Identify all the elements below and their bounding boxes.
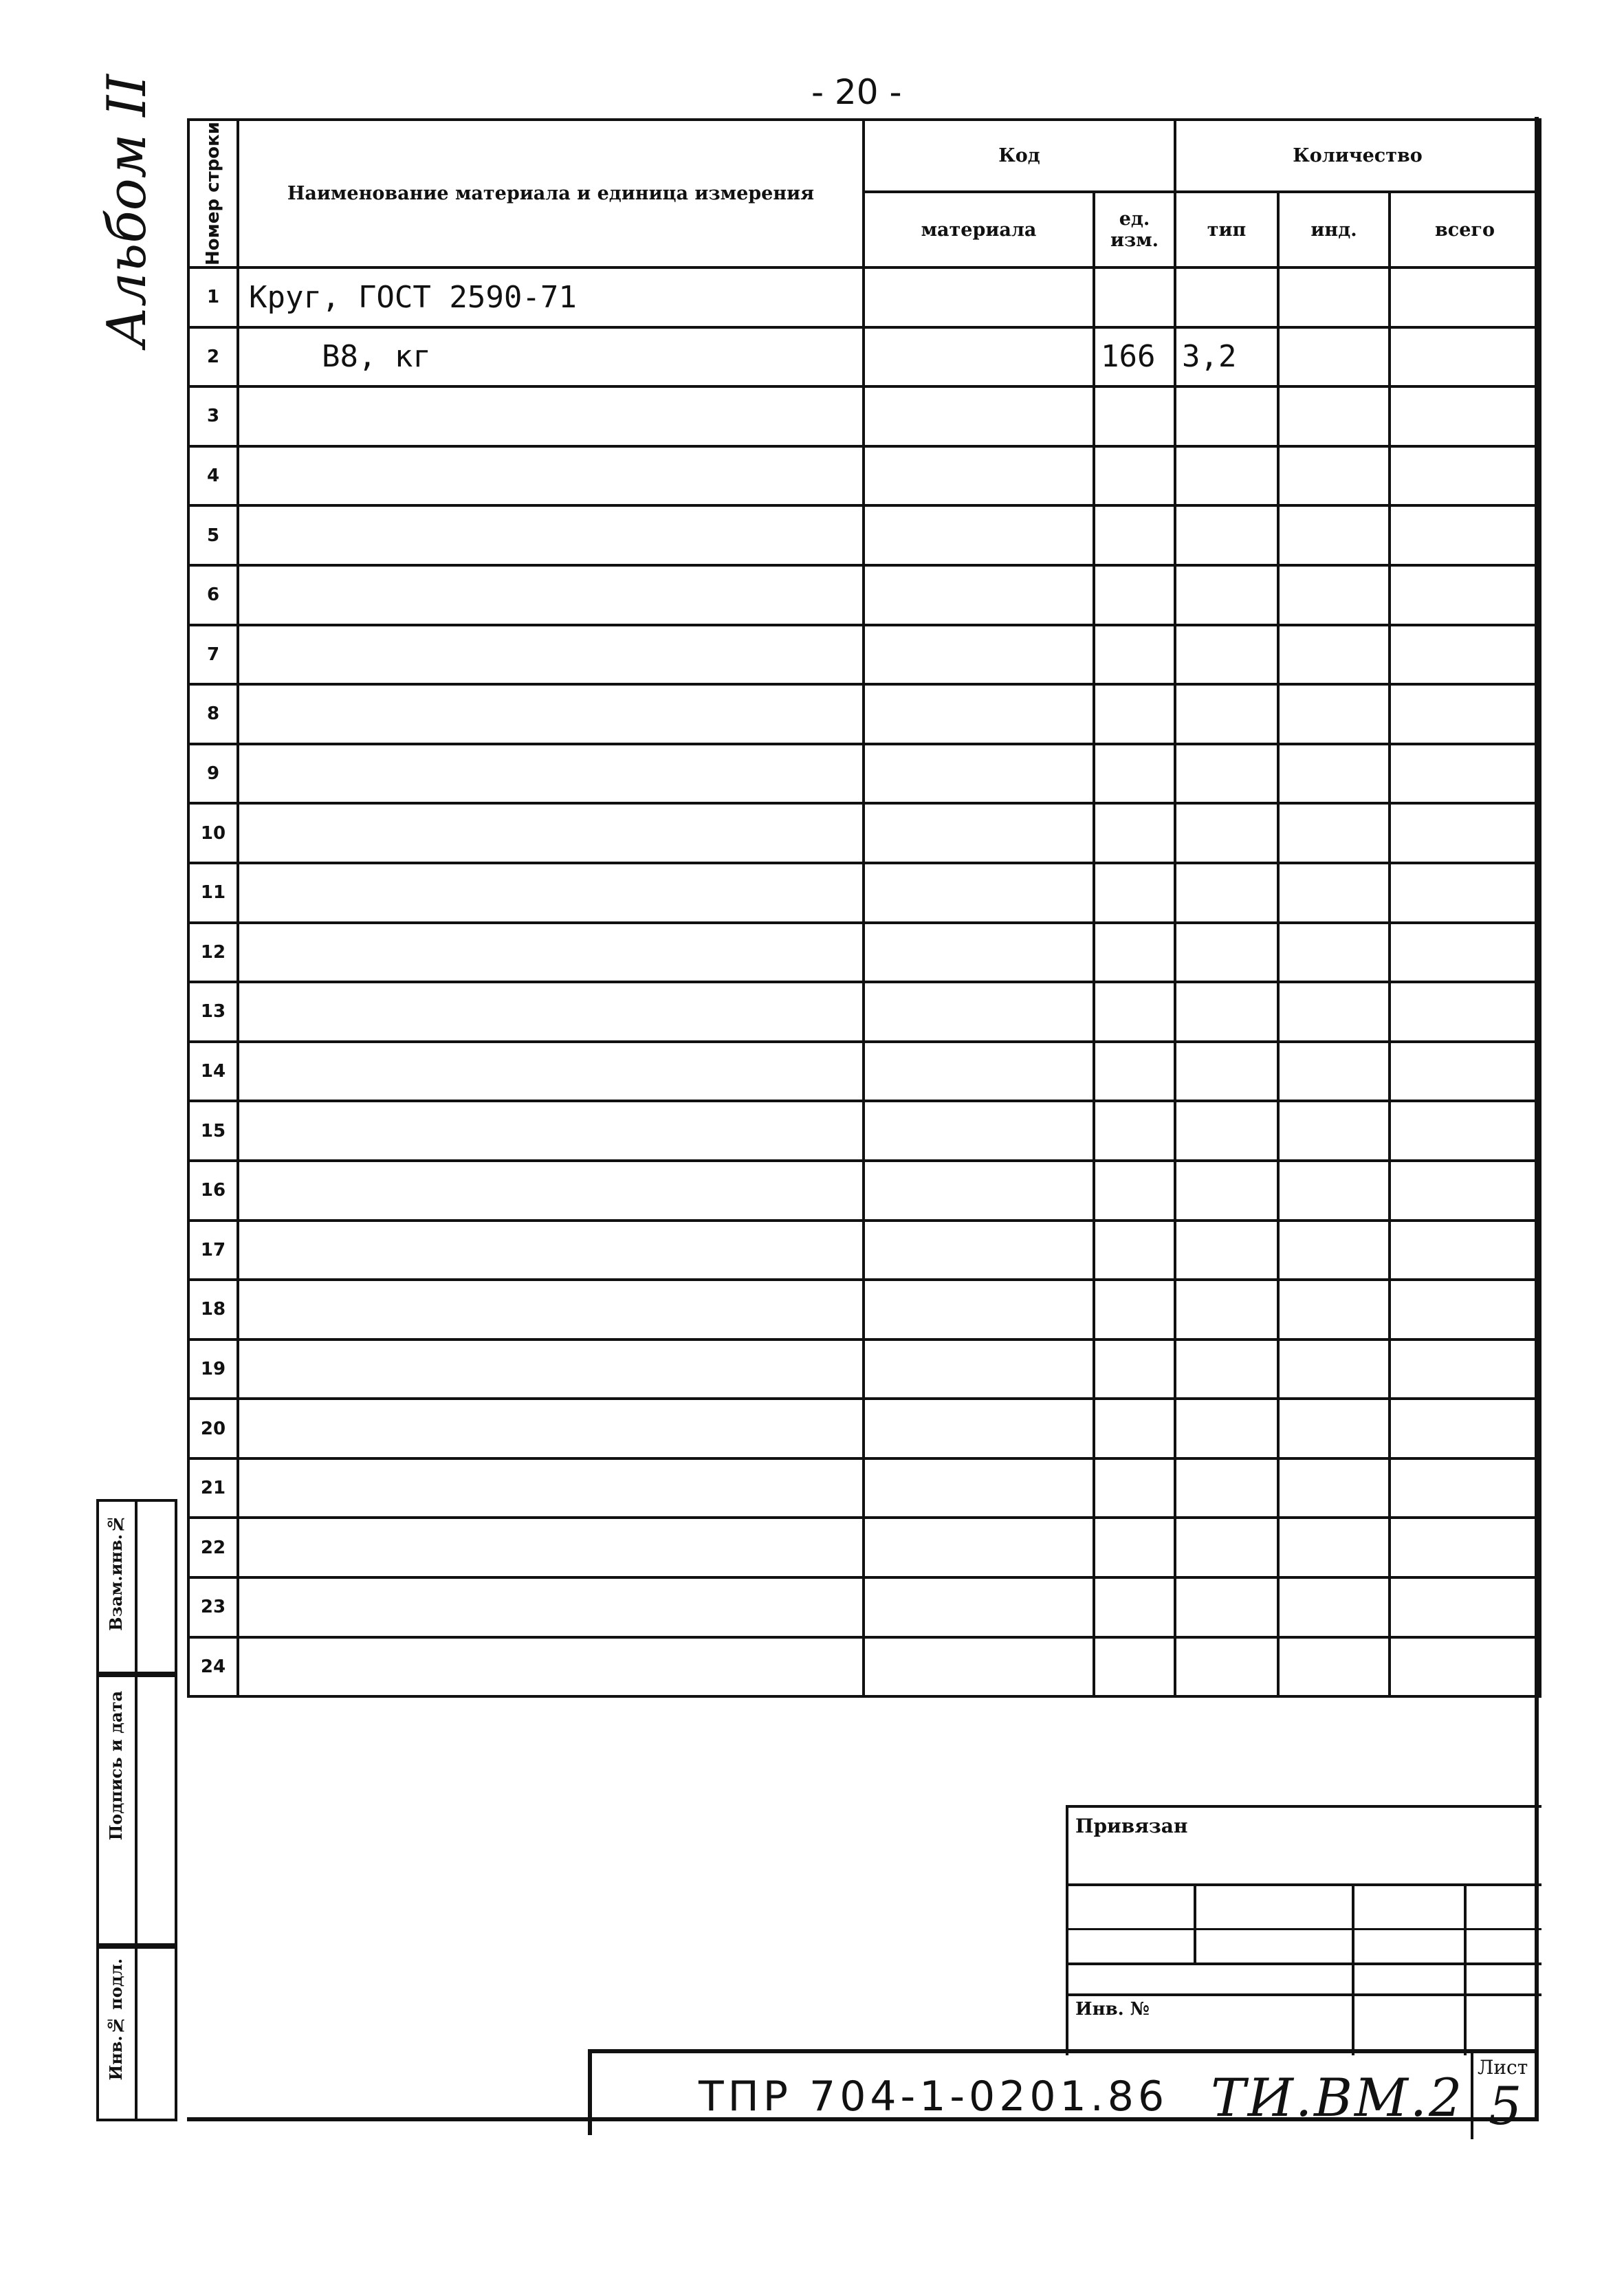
material-code-cell <box>864 1101 1094 1161</box>
material-code-cell <box>864 386 1094 446</box>
row-number-header-label: Номер строки <box>203 122 223 265</box>
table-row <box>188 1280 1540 1340</box>
qty-type-cell <box>1175 1399 1278 1458</box>
unit-code-cell <box>1094 505 1175 565</box>
qty-type-cell <box>1175 803 1278 863</box>
sheet-number: 5 <box>1489 2075 1522 2136</box>
title-block <box>588 2049 1539 2135</box>
material-code-cell <box>864 684 1094 744</box>
document-suffix: ТИ.ВМ.2 <box>1211 2067 1464 2128</box>
material-code-cell <box>864 1518 1094 1577</box>
qty-type-cell <box>1175 863 1278 923</box>
qty-ind-cell <box>1278 565 1390 625</box>
unit-code-cell: 166 <box>1094 327 1175 387</box>
code-material-header: материала <box>864 192 1094 267</box>
qty-total-cell <box>1390 1340 1540 1399</box>
qty-total-cell <box>1390 327 1540 387</box>
side-strip-vzam <box>96 1499 177 1674</box>
table-row <box>188 982 1540 1042</box>
qty-type-cell <box>1175 1637 1278 1697</box>
qty-ind-cell <box>1278 923 1390 983</box>
material-code-cell <box>864 1637 1094 1697</box>
row-number-cell: 16 <box>188 1161 238 1221</box>
material-code-cell <box>864 744 1094 804</box>
material-name-cell: В8, кг <box>238 327 864 387</box>
table-row <box>188 386 1540 446</box>
side-label-podpis: Подпись и дата <box>106 1691 126 1841</box>
row-number-cell: 21 <box>188 1458 238 1518</box>
qty-ind-cell <box>1278 327 1390 387</box>
qty-total-cell <box>1390 1280 1540 1340</box>
table-row <box>188 267 1540 327</box>
material-code-cell <box>864 1399 1094 1458</box>
row-number-cell: 3 <box>188 386 238 446</box>
qty-total-cell <box>1390 982 1540 1042</box>
qty-total-cell <box>1390 1458 1540 1518</box>
material-name-cell <box>238 386 864 446</box>
binding-stamp <box>1066 1805 1541 2055</box>
table-row <box>188 625 1540 685</box>
qty-total-cell <box>1390 923 1540 983</box>
qty-total-cell <box>1390 1399 1540 1458</box>
qty-ind-header: инд. <box>1278 192 1390 267</box>
qty-ind-cell <box>1278 625 1390 685</box>
qty-ind-cell <box>1278 1637 1390 1697</box>
unit-code-cell <box>1094 565 1175 625</box>
table-row <box>188 1518 1540 1577</box>
material-name-cell <box>238 1637 864 1697</box>
unit-code-cell <box>1094 625 1175 685</box>
qty-type-cell <box>1175 386 1278 446</box>
table-row <box>188 327 1540 387</box>
material-code-cell <box>864 327 1094 387</box>
qty-total-cell <box>1390 1637 1540 1697</box>
qty-ind-cell <box>1278 982 1390 1042</box>
qty-type-cell <box>1175 505 1278 565</box>
material-name-cell <box>238 923 864 983</box>
qty-type-cell <box>1175 1101 1278 1161</box>
row-number-cell: 6 <box>188 565 238 625</box>
qty-type-cell <box>1175 684 1278 744</box>
material-name-cell <box>238 1340 864 1399</box>
row-number-cell: 14 <box>188 1042 238 1102</box>
side-strip-podpis <box>96 1674 177 1946</box>
material-name-cell <box>238 803 864 863</box>
code-unit-header: ед. изм. <box>1094 192 1175 267</box>
row-number-header <box>188 120 238 267</box>
table-row <box>188 863 1540 923</box>
qty-total-cell <box>1390 1042 1540 1102</box>
row-number-cell: 8 <box>188 684 238 744</box>
row-number-cell: 10 <box>188 803 238 863</box>
side-strip-inv <box>96 1946 177 2121</box>
table-row <box>188 923 1540 983</box>
material-name-cell <box>238 1518 864 1577</box>
row-number-cell: 4 <box>188 446 238 506</box>
qty-total-cell <box>1390 1577 1540 1637</box>
materials-table <box>187 118 1541 1698</box>
qty-ind-cell <box>1278 1518 1390 1577</box>
qty-type-cell <box>1175 1458 1278 1518</box>
qty-type-cell <box>1175 267 1278 327</box>
unit-code-cell <box>1094 982 1175 1042</box>
qty-type-cell <box>1175 625 1278 685</box>
material-code-cell <box>864 565 1094 625</box>
row-number-cell: 13 <box>188 982 238 1042</box>
table-row <box>188 1221 1540 1280</box>
material-name-cell <box>238 684 864 744</box>
material-name-cell <box>238 1042 864 1102</box>
qty-ind-cell <box>1278 1042 1390 1102</box>
material-code-cell <box>864 1221 1094 1280</box>
table-row <box>188 565 1540 625</box>
material-code-cell <box>864 863 1094 923</box>
row-number-cell: 20 <box>188 1399 238 1458</box>
unit-code-cell <box>1094 1161 1175 1221</box>
material-name-cell <box>238 1280 864 1340</box>
code-header: Код <box>864 120 1175 192</box>
material-code-cell <box>864 803 1094 863</box>
unit-code-cell <box>1094 267 1175 327</box>
qty-ind-cell <box>1278 1161 1390 1221</box>
material-name-cell <box>238 446 864 506</box>
qty-type-cell <box>1175 1221 1278 1280</box>
unit-code-cell <box>1094 1399 1175 1458</box>
name-header: Наименование материала и единица измерения <box>238 120 864 267</box>
unit-code-cell <box>1094 863 1175 923</box>
qty-total-cell <box>1390 446 1540 506</box>
unit-code-cell <box>1094 803 1175 863</box>
qty-ind-cell <box>1278 744 1390 804</box>
table-row <box>188 446 1540 506</box>
qty-total-cell <box>1390 565 1540 625</box>
material-code-cell <box>864 446 1094 506</box>
material-name-cell <box>238 565 864 625</box>
side-label-inv-podl: Инв.№ подл. <box>106 1958 126 2081</box>
qty-ind-cell <box>1278 863 1390 923</box>
material-name-cell <box>238 982 864 1042</box>
row-number-cell: 22 <box>188 1518 238 1577</box>
qty-total-cell <box>1390 744 1540 804</box>
row-number-cell: 12 <box>188 923 238 983</box>
material-code-cell <box>864 1042 1094 1102</box>
unit-code-cell <box>1094 446 1175 506</box>
qty-ind-cell <box>1278 505 1390 565</box>
sheet-box <box>1471 2053 1546 2139</box>
row-number-cell: 19 <box>188 1340 238 1399</box>
row-number-cell: 11 <box>188 863 238 923</box>
unit-code-cell <box>1094 1577 1175 1637</box>
table-row <box>188 1637 1540 1697</box>
qty-ind-cell <box>1278 684 1390 744</box>
qty-total-cell <box>1390 625 1540 685</box>
table-row <box>188 1042 1540 1102</box>
qty-type-cell <box>1175 1161 1278 1221</box>
qty-total-cell <box>1390 863 1540 923</box>
qty-total-cell <box>1390 505 1540 565</box>
material-name-cell <box>238 1161 864 1221</box>
unit-code-cell <box>1094 1280 1175 1340</box>
material-name-cell <box>238 505 864 565</box>
qty-ind-cell <box>1278 267 1390 327</box>
qty-type-cell <box>1175 1577 1278 1637</box>
material-code-cell <box>864 1161 1094 1221</box>
row-number-cell: 1 <box>188 267 238 327</box>
qty-total-header: всего <box>1390 192 1540 267</box>
row-number-cell: 9 <box>188 744 238 804</box>
unit-code-cell <box>1094 744 1175 804</box>
material-code-cell <box>864 505 1094 565</box>
stamp-inv-no: Инв. № <box>1075 1999 1150 2020</box>
qty-total-cell <box>1390 1221 1540 1280</box>
table-row <box>188 1577 1540 1637</box>
qty-type-cell: 3,2 <box>1175 327 1278 387</box>
row-number-cell: 24 <box>188 1637 238 1697</box>
unit-code-cell <box>1094 923 1175 983</box>
qty-type-header: тип <box>1175 192 1278 267</box>
table-row <box>188 1458 1540 1518</box>
qty-type-cell <box>1175 1042 1278 1102</box>
material-code-cell <box>864 1458 1094 1518</box>
qty-ind-cell <box>1278 1101 1390 1161</box>
unit-code-cell <box>1094 386 1175 446</box>
qty-ind-cell <box>1278 386 1390 446</box>
qty-type-cell <box>1175 565 1278 625</box>
unit-code-cell <box>1094 1042 1175 1102</box>
qty-ind-cell <box>1278 803 1390 863</box>
qty-total-cell <box>1390 1101 1540 1161</box>
qty-type-cell <box>1175 1340 1278 1399</box>
document-code: ТПР 704-1-0201.86 <box>699 2073 1169 2121</box>
row-number-cell: 17 <box>188 1221 238 1280</box>
table-row <box>188 803 1540 863</box>
page-number: - 20 - <box>811 72 902 112</box>
qty-type-cell <box>1175 744 1278 804</box>
qty-total-cell <box>1390 803 1540 863</box>
material-name-cell <box>238 1101 864 1161</box>
qty-ind-cell <box>1278 1577 1390 1637</box>
material-name-cell <box>238 1221 864 1280</box>
material-name-cell <box>238 1577 864 1637</box>
material-code-cell <box>864 982 1094 1042</box>
table-row <box>188 505 1540 565</box>
row-number-cell: 15 <box>188 1101 238 1161</box>
unit-code-cell <box>1094 1458 1175 1518</box>
material-name-cell <box>238 625 864 685</box>
material-code-cell <box>864 1577 1094 1637</box>
qty-total-cell <box>1390 1518 1540 1577</box>
qty-ind-cell <box>1278 446 1390 506</box>
unit-code-cell <box>1094 1340 1175 1399</box>
unit-code-cell <box>1094 1221 1175 1280</box>
qty-ind-cell <box>1278 1340 1390 1399</box>
row-number-cell: 7 <box>188 625 238 685</box>
quantity-header: Количество <box>1175 120 1540 192</box>
sheet-label: Лист <box>1478 2056 1528 2079</box>
qty-ind-cell <box>1278 1399 1390 1458</box>
table-row <box>188 1161 1540 1221</box>
unit-code-cell <box>1094 1637 1175 1697</box>
unit-code-cell <box>1094 1518 1175 1577</box>
material-code-cell <box>864 1280 1094 1340</box>
table-row <box>188 744 1540 804</box>
qty-type-cell <box>1175 923 1278 983</box>
row-number-cell: 2 <box>188 327 238 387</box>
qty-total-cell <box>1390 1161 1540 1221</box>
material-code-cell <box>864 923 1094 983</box>
material-name-cell <box>238 1399 864 1458</box>
material-name-cell <box>238 863 864 923</box>
material-code-cell <box>864 1340 1094 1399</box>
qty-type-cell <box>1175 982 1278 1042</box>
table-row <box>188 1340 1540 1399</box>
table-row <box>188 1399 1540 1458</box>
material-code-cell <box>864 625 1094 685</box>
row-number-cell: 5 <box>188 505 238 565</box>
material-name-cell: Круг, ГОСТ 2590-71 <box>238 267 864 327</box>
handwritten-album-note: Альбом II <box>96 74 158 347</box>
material-name-cell <box>238 1458 864 1518</box>
unit-code-cell <box>1094 684 1175 744</box>
qty-ind-cell <box>1278 1280 1390 1340</box>
material-name-cell <box>238 744 864 804</box>
qty-type-cell <box>1175 446 1278 506</box>
unit-code-cell <box>1094 1101 1175 1161</box>
stamp-privyazan: Привязан <box>1075 1815 1188 1837</box>
qty-total-cell <box>1390 267 1540 327</box>
row-number-cell: 18 <box>188 1280 238 1340</box>
qty-total-cell <box>1390 386 1540 446</box>
side-label-vzam: Взам.инв.№ <box>106 1514 126 1631</box>
qty-ind-cell <box>1278 1221 1390 1280</box>
table-row <box>188 1101 1540 1161</box>
table-row <box>188 684 1540 744</box>
qty-total-cell <box>1390 684 1540 744</box>
qty-ind-cell <box>1278 1458 1390 1518</box>
qty-type-cell <box>1175 1518 1278 1577</box>
material-code-cell <box>864 267 1094 327</box>
row-number-cell: 23 <box>188 1577 238 1637</box>
qty-type-cell <box>1175 1280 1278 1340</box>
